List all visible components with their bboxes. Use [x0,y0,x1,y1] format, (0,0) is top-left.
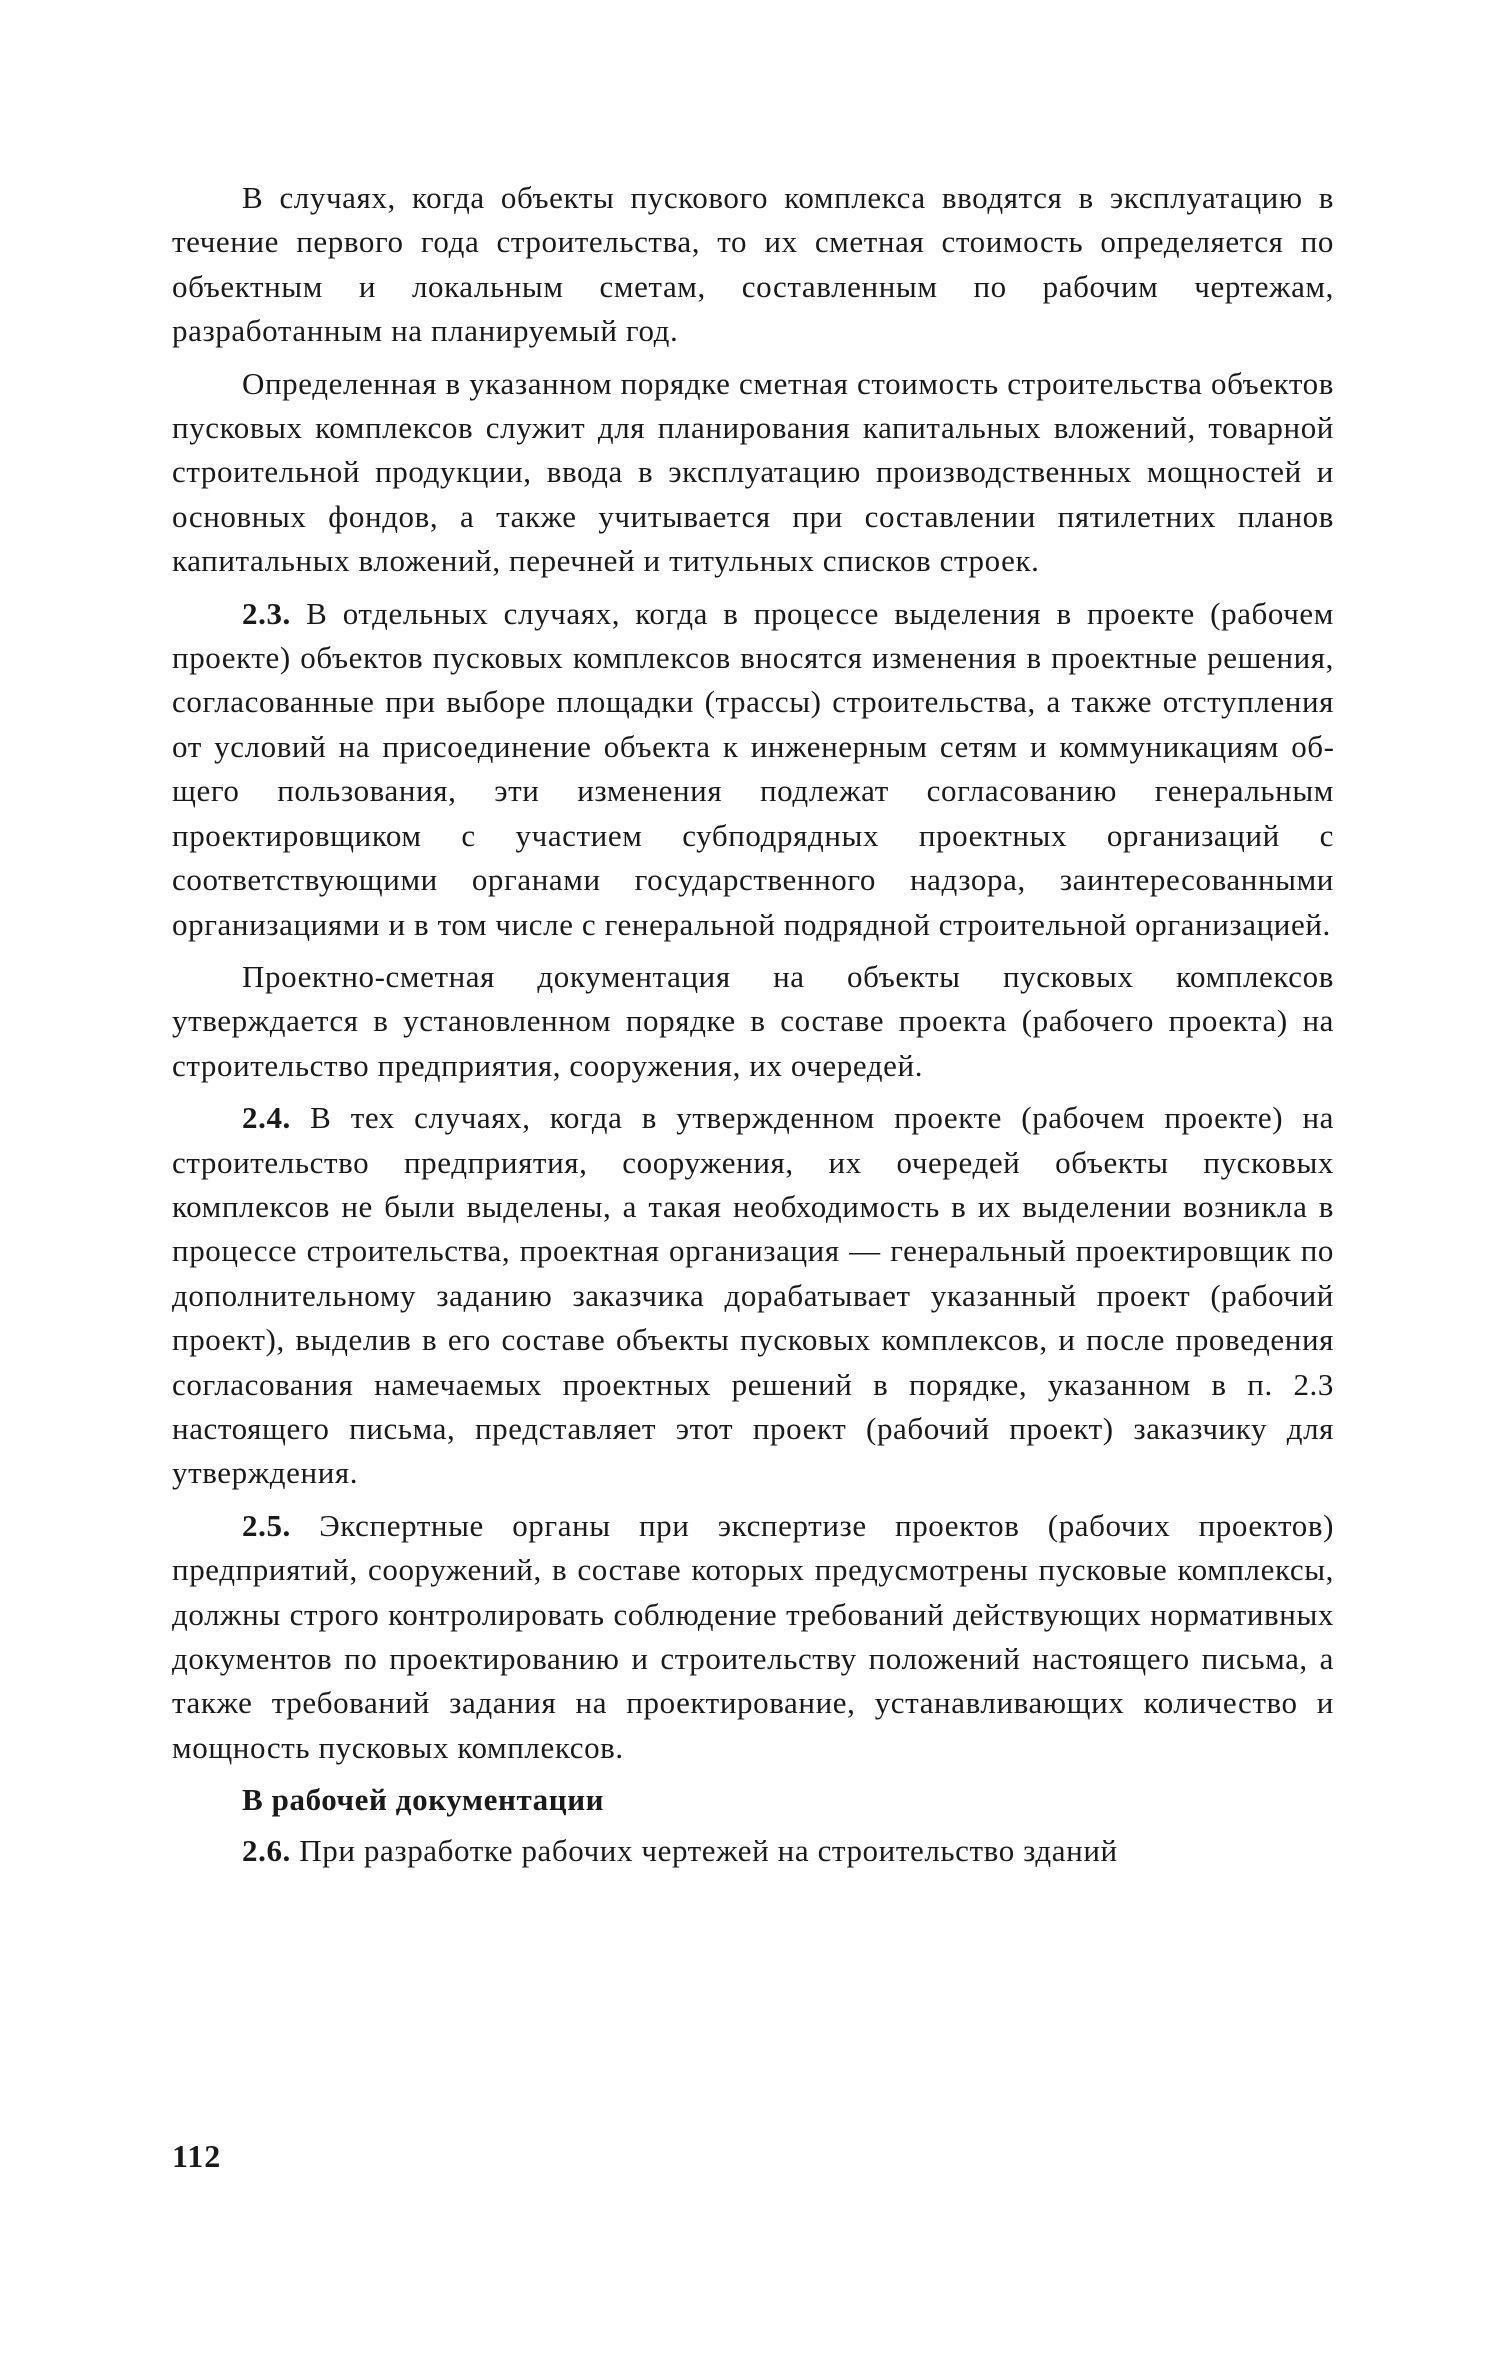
paragraph-text: При разработке рабочих чертежей на строительство зданий [290,1832,1118,1868]
paragraph [172,592,1334,947]
section-heading: В рабочей документации [242,1782,605,1818]
page-number: 112 [172,2138,222,2174]
paragraph-text: В отдельных случаях, когда в процессе выделения в проекте (рабочем проекте) объектов пусковых комплексов вносятся изменения в проектные решения, согласованные при выборе площадки (трассы) строительства, а также отступления от условий на присоединение объекта к инженерным сетям и коммуникациям общего пользования, эти изменения подлежат согласованию генеральным проектировщиком с участием субподрядных проектных организаций с соответствующими органами государственного надзора, заинтересованными организациями и в том числе с генеральной подрядной строительной организацией. [172,595,1334,942]
paragraph-text: Проектно-сметная документация на объекты пусковых комплексов утверждается в установленном порядке в составе проекта (рабочего проекта) на строительство предприятия, сооружения, их очередей. [172,958,1334,1083]
paragraph [172,1829,1334,1873]
paragraph [172,955,1334,1088]
paragraph-text: В случаях, когда объекты пускового комплекса вводятся в эксплуатацию в течение первого года строительства, то их сметная стоимость определяется по объектным и локальным сметам, составленным по рабочим чертежам, разработанным на планируемый год. [172,180,1334,349]
paragraph-text: В тех случаях, когда в утвержденном проекте (рабочем проекте) на строительство предприятия, сооружения, их очередей объекты пусковых комплексов не были выделены, а такая необходимость в их выделении возникла в процессе строительства, проектная организация — генеральный проектировщик по дополнительному заданию заказчика дорабатывает указанный проект (рабочий проект), выделив в его составе объекты пусковых комплексов, и после проведения согласования намечаемых проектных решений в порядке, указанном в п. 2.3 настоящего письма, представляет этот проект (рабочий проект) заказчику для утверждения. [172,1100,1334,1491]
paragraph-text: Определенная в указанном порядке сметная стоимость строительства объектов пусковых комплексов служит для планирования капитальных вложений, товарной строительной продукции, ввода в эксплуатацию производственных мощностей и основных фондов, а также учитывается при составлении пятилетних планов капитальных вложений, перечней и титульных списков строек. [172,365,1334,579]
clause-number: 2.4. [242,1100,291,1136]
paragraph-text: Экспертные органы при экспертизе проектов (рабочих проектов) предприятий, сооружений, в составе которых предусмотрены пусковые комплексы, должны строго контролировать соблюдение требований действующих нормативных документов по проектированию и строительству положений настоящего письма, а также требований задания на проектирование, устанавливающих количество и мощность пусковых комплексов. [172,1507,1334,1765]
paragraph [172,1504,1334,1770]
clause-number: 2.3. [242,595,291,631]
clause-number: 2.5. [242,1507,291,1543]
clause-number: 2.6. [242,1832,291,1868]
paragraph [172,362,1334,584]
paragraph [172,1096,1334,1496]
document-body [172,176,1334,1873]
paragraph [172,176,1334,354]
